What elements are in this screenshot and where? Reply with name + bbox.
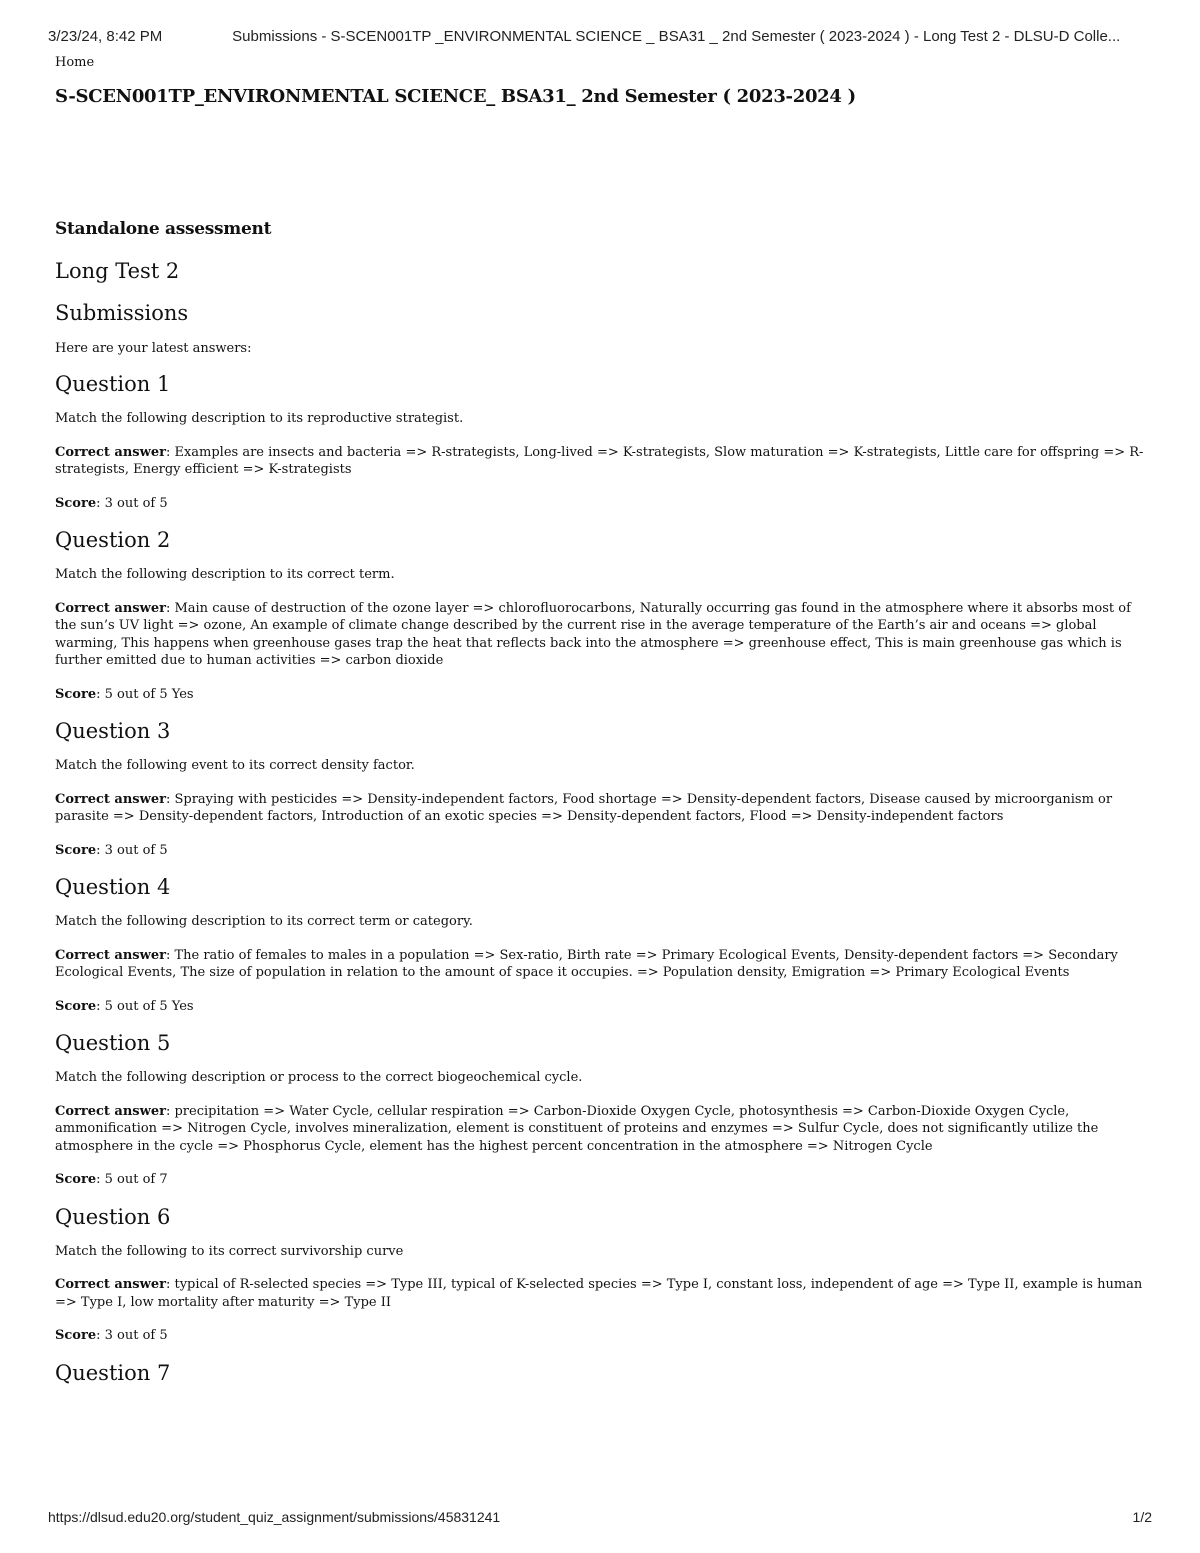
question-prompt: Match the following event to its correct density factor. [55, 758, 415, 773]
question-title: Question 3 [55, 719, 171, 743]
question-prompt: Match the following description to its reproductive strategist. [55, 411, 464, 426]
question-block [55, 719, 1145, 859]
correct-answer-text: : Main cause of destruction of the ozone layer => chlorofluorocarbons, Naturally occurring gas found in the atmosphere where it absorbs most of the sun’s UV light => ozone, An example of climate change described by the current rise in the average temperature of the Earth’s air and oceans => global warming, This happens when greenhouse gases trap the heat that reflects back into the atmosphere => greenhouse effect, This is main greenhouse gas which is further emitted due to human activities => carbon dioxide [55, 600, 1131, 668]
score-value: : 5 out of 5 Yes [96, 686, 194, 702]
question-title: Question 1 [55, 372, 171, 396]
score-value: : 5 out of 5 Yes [96, 998, 194, 1014]
correct-answer-text: : Examples are insects and bacteria => R-strategists, Long-lived => K-strategists, Slow maturation => K-strategists, Little care for offspring => R-strategists, Energy efficient => K-strategists [55, 444, 1144, 477]
question-title: Question 4 [55, 875, 171, 899]
score-label: Score [55, 495, 97, 511]
correct-answer [55, 600, 1145, 670]
score [55, 495, 1145, 513]
page-number: 1/2 [1132, 1509, 1152, 1525]
score-label: Score [55, 1172, 97, 1187]
correct-answer-text: : The ratio of females to males in a population => Sex-ratio, Birth rate => Primary Ecological Events, Density-dependent factors => Secondary Ecological Events, The size of population in relation to the amount of space it occupies. => Population density, Emigration => Primary Ecological Events [55, 947, 1118, 980]
correct-answer-label: Correct answer [55, 791, 166, 807]
question-prompt: Match the following description or process to the correct biogeochemical cycle. [55, 1070, 583, 1085]
assessment-title: Long Test 2 [55, 259, 180, 283]
question-title: Question 6 [55, 1204, 171, 1229]
correct-answer-text: : typical of R-selected species => Type III, typical of K-selected species => Type I, constant loss, independent of age => Type II, example is human => Type I, low mortality after maturity => Type II [55, 1277, 1143, 1310]
question-block [55, 1361, 1145, 1385]
score [55, 842, 1145, 860]
correct-answer-label: Correct answer [55, 1103, 166, 1119]
score-value: : 3 out of 5 [96, 495, 168, 511]
score-label: Score [55, 998, 97, 1014]
print-footer [48, 1509, 1152, 1525]
question-title: Question 5 [55, 1031, 171, 1055]
correct-answer-label: Correct answer [55, 1277, 166, 1292]
question-title: Question 7 [55, 1360, 171, 1385]
intro-text: Here are your latest answers: [55, 341, 252, 356]
score-value: : 5 out of 7 [96, 1172, 168, 1187]
course-title: S-SCEN001TP_ENVIRONMENTAL SCIENCE_ BSA31_ 2nd Semester ( 2023-2024 ) [55, 86, 856, 107]
score [55, 998, 1145, 1016]
correct-answer [55, 1103, 1145, 1156]
question-prompt: Match the following to its correct survivorship curve [55, 1243, 404, 1259]
print-page-title: Submissions - S-SCEN001TP _ENVIRONMENTAL SCIENCE _ BSA31 _ 2nd Semester ( 2023-2024 ) - Long Test 2 - DLSU-D Colle... [232, 28, 1121, 45]
score-value: : 3 out of 5 [96, 1328, 168, 1343]
score-label: Score [55, 686, 97, 702]
section-title: Submissions [55, 301, 189, 325]
print-header [48, 28, 1152, 45]
breadcrumb-home[interactable]: Home [55, 55, 95, 70]
score [55, 1327, 1145, 1345]
question-block [55, 1205, 1145, 1345]
main-content [55, 52, 1145, 1399]
question-block [55, 875, 1145, 1015]
correct-answer-text: : Spraying with pesticides => Density-independent factors, Food shortage => Density-dependent factors, Disease caused by microorganism or parasite => Density-dependent factors, Introduction of an exotic species => Density-dependent factors, Flood => Density-independent factors [55, 791, 1113, 824]
score-label: Score [55, 1328, 97, 1343]
correct-answer [55, 444, 1145, 479]
correct-answer-label: Correct answer [55, 947, 166, 963]
question-block [55, 1031, 1145, 1189]
question-prompt: Match the following description to its correct term or category. [55, 914, 473, 929]
question-title: Question 2 [55, 528, 171, 552]
score-value: : 3 out of 5 [96, 842, 168, 858]
correct-answer [55, 791, 1145, 826]
score [55, 1171, 1145, 1189]
question-prompt: Match the following description to its correct term. [55, 567, 395, 582]
assessment-context: Standalone assessment [55, 219, 272, 239]
print-datetime: 3/23/24, 8:42 PM [48, 28, 163, 45]
correct-answer-label: Correct answer [55, 444, 166, 460]
correct-answer-label: Correct answer [55, 600, 166, 616]
correct-answer [55, 947, 1145, 982]
spacer [55, 107, 1145, 219]
print-url[interactable]: https://dlsud.edu20.org/student_quiz_assignment/submissions/45831241 [48, 1509, 501, 1525]
score-label: Score [55, 842, 97, 858]
correct-answer [55, 1276, 1145, 1311]
question-block [55, 528, 1145, 703]
correct-answer-text: : precipitation => Water Cycle, cellular respiration => Carbon-Dioxide Oxygen Cycle, photosynthesis => Carbon-Dioxide Oxygen Cycle, ammonification => Nitrogen Cycle, involves mineralization, element is constituent of proteins and enzymes => Sulfur Cycle, does not significantly utilize the atmosphere in the cycle => Phosphorus Cycle, element has the highest percent concentration in the atmosphere => Nitrogen Cycle [55, 1103, 1099, 1154]
score [55, 686, 1145, 704]
question-block [55, 372, 1145, 512]
